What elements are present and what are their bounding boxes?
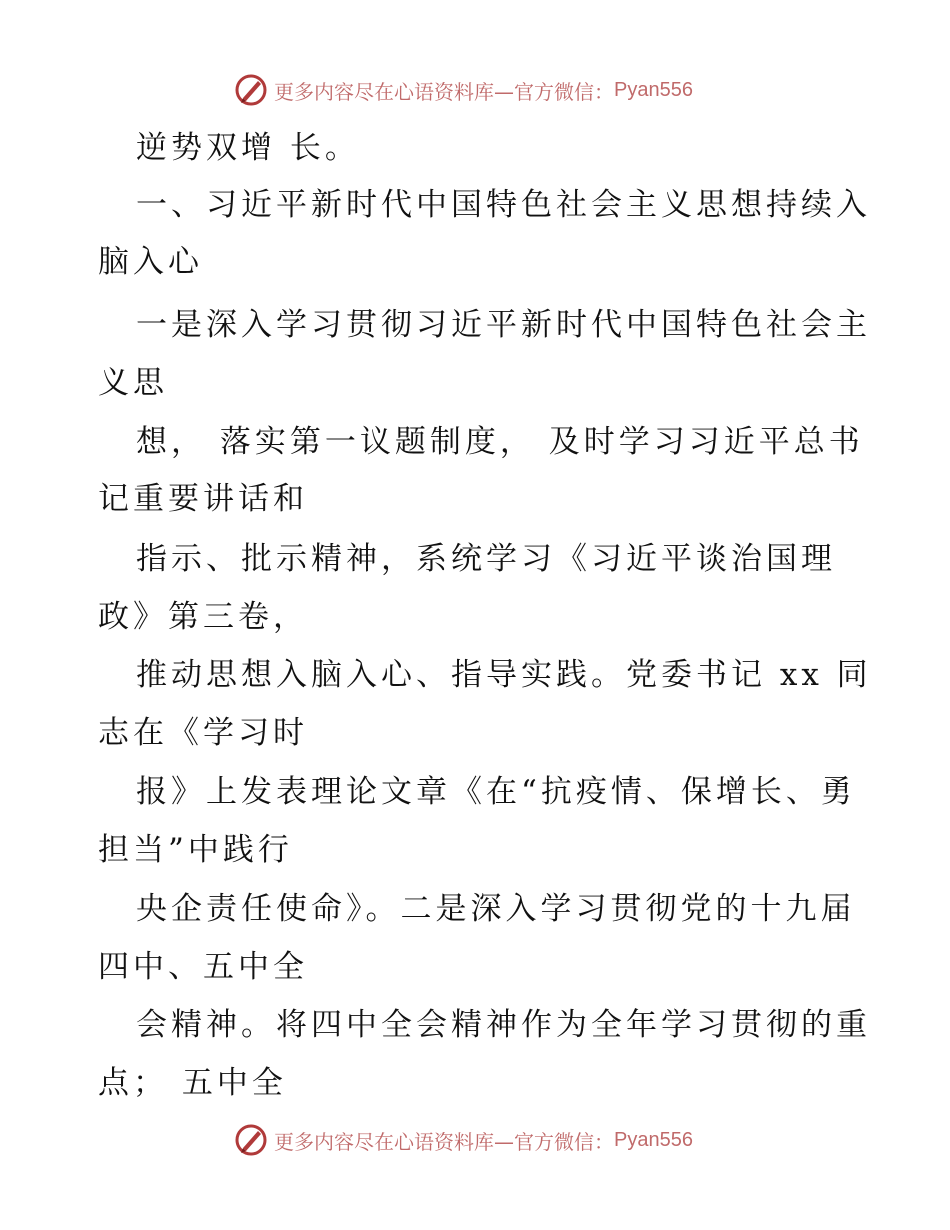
text-line: 一是深入学习贯彻习近平新时代中国特色社会主 <box>136 307 871 343</box>
text-line: 推动思想入脑入心、指导实践。党委书记 xx 同 <box>136 657 872 693</box>
text-line: 一、习近平新时代中国特色社会主义思想持续入 <box>136 187 871 223</box>
text-line: 指示、批示精神，系统学习《习近平谈治国理 <box>136 541 836 577</box>
pen-logo-icon <box>234 73 268 107</box>
text-line: 会精神。将四中全会精神作为全年学习贯彻的重 <box>136 1007 871 1043</box>
watermark-wechat-id: Pyan556 <box>614 1128 693 1151</box>
watermark-wechat-id: Pyan556 <box>614 78 693 101</box>
pen-logo-icon <box>234 1123 268 1157</box>
text-line: 担当”中践行 <box>98 832 293 868</box>
text-line: 脑入心 <box>98 244 203 280</box>
text-line: 志在《学习时 <box>98 715 308 751</box>
text-line: 央企责任使命》。二是深入学习贯彻党的十九届 <box>136 891 856 927</box>
text-line: 记重要讲话和 <box>98 481 308 517</box>
footer-watermark <box>234 1122 693 1158</box>
text-line: 义思 <box>98 365 168 401</box>
watermark-text: 更多内容尽在心语资料库—官方微信： <box>274 79 614 104</box>
text-line: 想， 落实第一议题制度， 及时学习习近平总书 <box>136 424 864 460</box>
header-watermark <box>234 72 693 108</box>
text-line: 逆势双增 长。 <box>136 130 360 166</box>
text-line: 点； 五中全 <box>98 1065 287 1101</box>
text-line: 政》第三卷， <box>98 599 308 635</box>
text-line: 报》上发表理论文章《在“抗疫情、保增长、勇 <box>136 774 856 810</box>
text-line: 四中、五中全 <box>98 949 308 985</box>
watermark-text: 更多内容尽在心语资料库—官方微信： <box>274 1129 614 1154</box>
